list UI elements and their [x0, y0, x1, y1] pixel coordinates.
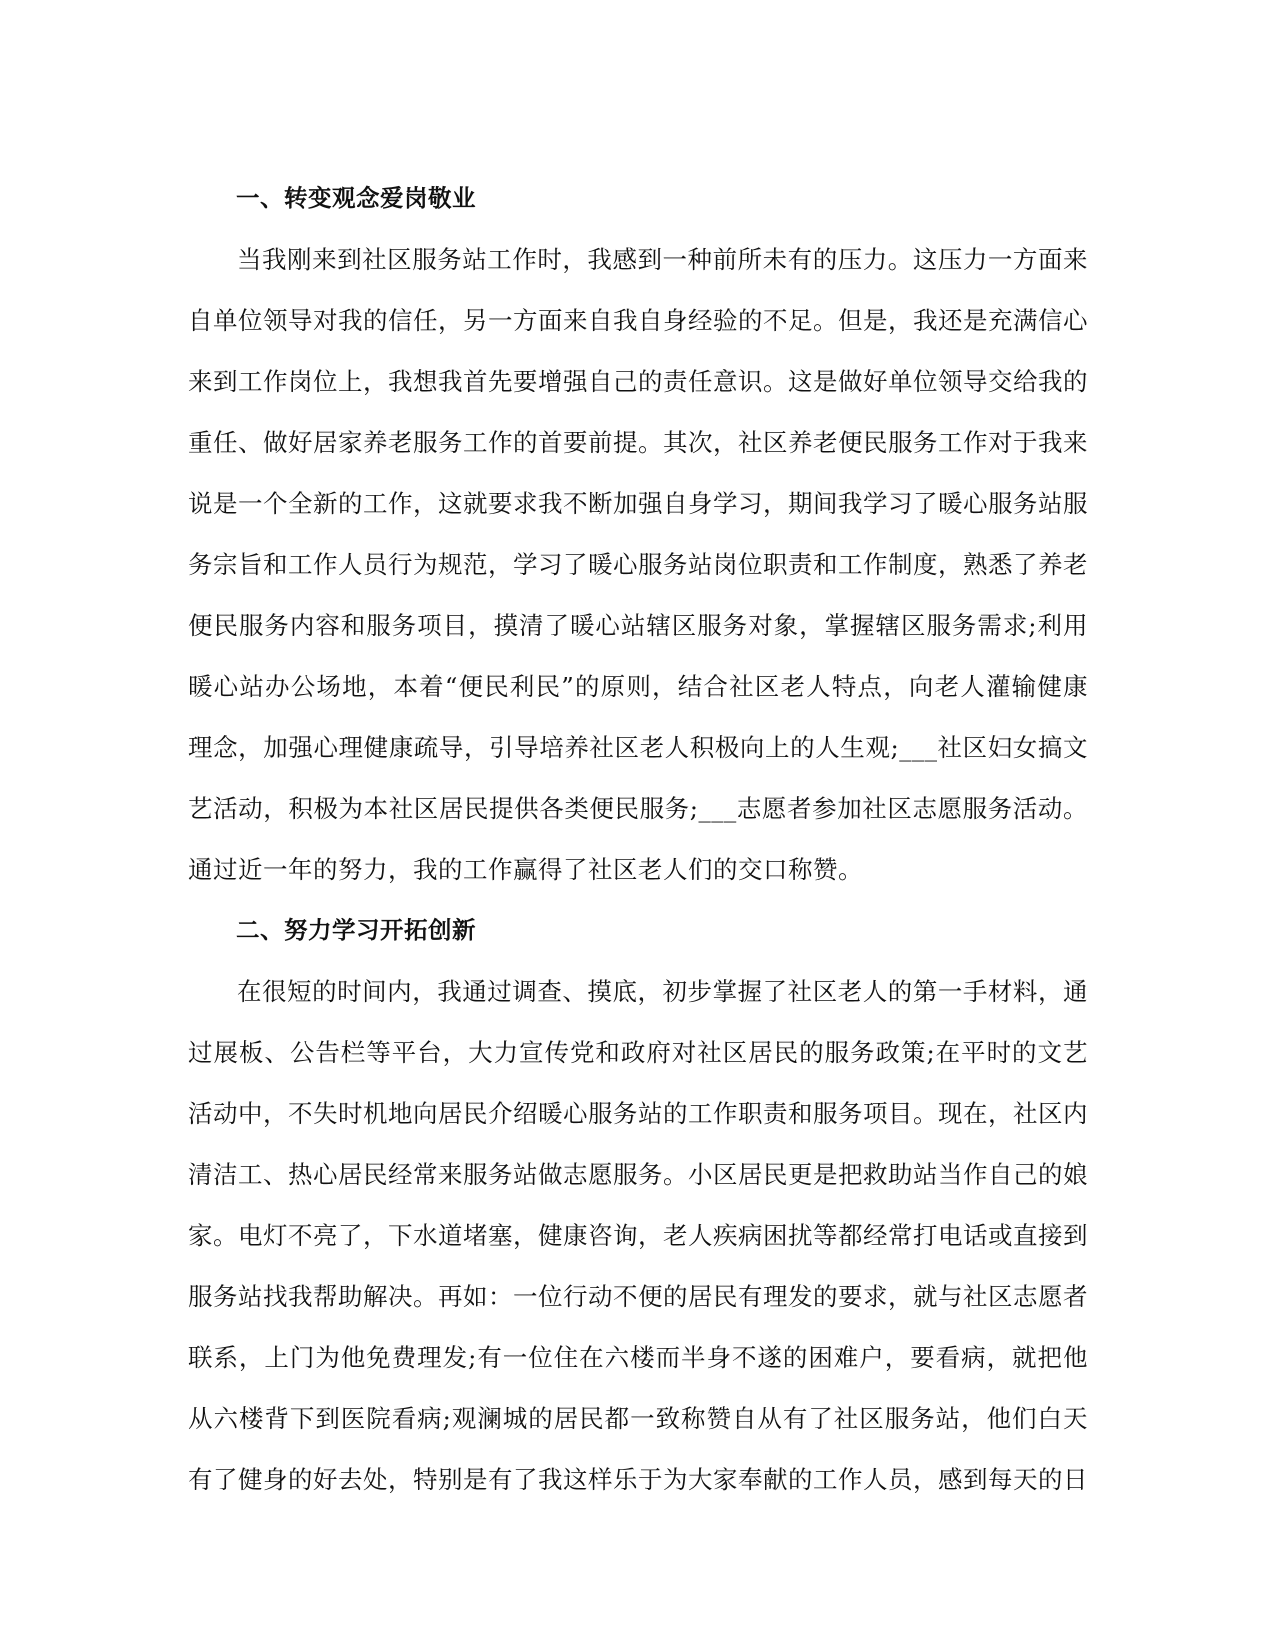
- section-heading-2: 二、努力学习开拓创新: [236, 916, 476, 944]
- document-body: [188, 168, 1088, 1510]
- section-paragraph-1: 当我刚来到社区服务站工作时，我感到一种前所未有的压力。这压力一方面来自单位领导对我的信任，另一方面来自我自身经验的不足。但是，我还是充满信心来到工作岗位上，我想我首先要增强自己的责任意识。这是做好单位领导交给我的重任、做好居家养老服务工作的首要前提。其次，社区养老便民服务工作对于我来说是一个全新的工作，这就要求我不断加强自身学习，期间我学习了暖心服务站服务宗旨和工作人员行为规范，学习了暖心服务站岗位职责和工作制度，熟悉了养老便民服务内容和服务项目，摸清了暖心站辖区服务对象，掌握辖区服务需求;利用暖心站办公场地，本着“便民利民”的原则，结合社区老人特点，向老人灌输健康理念，加强心理健康疏导，引导培养社区老人积极向上的人生观;___社区妇女搞文艺活动，积极为本社区居民提供各类便民服务;___志愿者参加社区志愿服务活动。通过近一年的努力，我的工作赢得了社区老人们的交口称赞。: [188, 245, 1088, 884]
- section-paragraph-2: 在很短的时间内，我通过调查、摸底，初步掌握了社区老人的第一手材料，通过展板、公告栏等平台，大力宣传党和政府对社区居民的服务政策;在平时的文艺活动中，不失时机地向居民介绍暖心服务站的工作职责和服务项目。现在，社区内清洁工、热心居民经常来服务站做志愿服务。小区居民更是把救助站当作自己的娘家。电灯不亮了，下水道堵塞，健康咨询，老人疾病困扰等都经常打电话或直接到服务站找我帮助解决。再如：一位行动不便的居民有理发的要求，就与社区志愿者联系，上门为他免费理发;有一位住在六楼而半身不遂的困难户，要看病，就把他从六楼背下到医院看病;观澜城的居民都一致称赞自从有了社区服务站，他们白天有了健身的好去处，特别是有了我这样乐于为大家奉献的工作人员，感到每天的日: [188, 977, 1088, 1494]
- section-heading-1: 一、转变观念爱岗敬业: [236, 184, 476, 212]
